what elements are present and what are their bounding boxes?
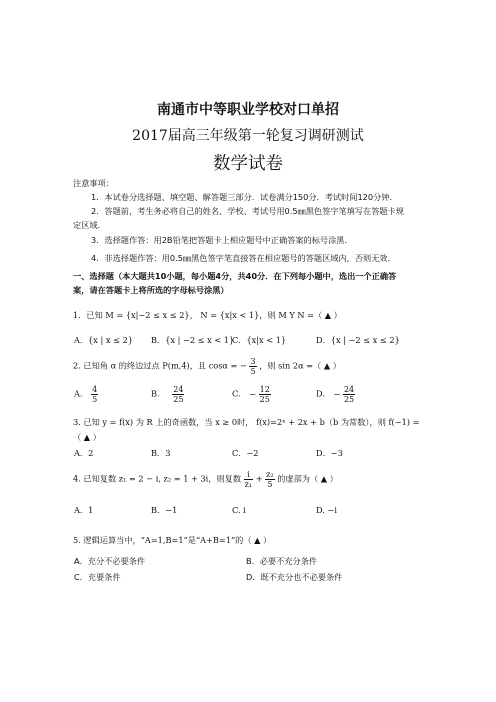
school-title: 南通市中等职业学校对口单招	[157, 102, 339, 118]
q3-stem-cont: （ ▲ ）	[73, 432, 101, 442]
q2-option-d	[316, 385, 355, 404]
q2-frac-num: 3	[250, 357, 256, 366]
q5-stem: 5. 逻辑运算当中，“A=1,B=1”是“A+B=1”的（ ▲ ）	[73, 535, 272, 545]
q2-option-d-frac	[343, 385, 355, 404]
paper-title: 数学试卷	[213, 154, 283, 174]
q4-frac-2-num: z₂	[266, 470, 274, 479]
q2-option-c-label: C.	[232, 388, 241, 399]
q4-stem-b: 的虚部为（ ▲ ）	[277, 473, 338, 484]
q2-option-b-den: 25	[173, 395, 184, 404]
q2-stem	[73, 357, 341, 376]
q2-option-c-sign: −	[249, 388, 257, 399]
notes-title: 注意事项：	[73, 178, 114, 188]
note-item-1: 1．本试卷分选择题、填空题、解答题三部分．试卷满分150分．考试时间120分钟．	[91, 192, 398, 202]
q2-option-a	[74, 385, 98, 404]
q3-option-c: C．−2	[232, 448, 259, 458]
q4-option-d: D. −i	[316, 505, 337, 515]
q4-frac-1-num: i	[244, 470, 253, 480]
q4-option-b: B．−1	[151, 505, 178, 515]
q4-frac-1-den: z₁	[244, 480, 253, 489]
q1-option-b: B．{x | −2 ≤ x < 1}	[151, 335, 235, 345]
q1-stem: 1．已知 M = {x|−2 ≤ x ≤ 2}， N = {x|x < 1}，则 M Y N =（ ▲ ）	[73, 310, 342, 320]
q4-stem-a: 4. 已知复数 z₁ = 2 − i, z₂ = 1 + 3i，则复数	[73, 473, 242, 484]
q2-frac-den: 5	[250, 367, 256, 376]
q2-stem-a: 2. 已知角 α 的终边过点 P(m,4)，且 cosα = −	[73, 360, 247, 371]
q2-option-c-num: 12	[259, 385, 270, 394]
q2-option-a-frac	[91, 385, 98, 404]
q2-option-a-den: 5	[92, 395, 98, 404]
q3-option-b: B．3	[151, 448, 171, 458]
q2-option-d-sign: −	[333, 388, 341, 399]
q4-stem	[73, 470, 338, 489]
q4-frac-1	[244, 470, 253, 489]
q2-stem-b: ，则 sin 2α =（ ▲ ）	[259, 360, 341, 371]
q2-option-c	[232, 385, 271, 404]
q4-plus: +	[255, 473, 263, 484]
q2-fraction	[249, 357, 256, 376]
q3-stem: 3. 已知 y = f(x) 为 R 上的奇函数，当 x ≥ 0时， f(x)=2ˣ + 2x + b（b 为常数），则 f(−1) =	[73, 417, 420, 427]
note-item-4: 4．非选择题作答：用0.5㎜黑色签字笔直接答在相应题号的答题区域内，否则无效．	[91, 253, 396, 263]
q5-option-c: C．充要条件	[74, 572, 121, 582]
q2-option-b	[151, 385, 184, 404]
q2-option-d-num: 24	[343, 385, 355, 394]
note-item-3: 3．选择题作答：用2B铅笔把答题卡上相应题号中正确答案的标号涂黑．	[91, 235, 353, 245]
note-item-2: 2．答题前，考生务必将自己的姓名、学校、考试号用0.5㎜黑色签字笔填写在答题卡规	[91, 206, 404, 216]
q5-option-b: B．必要不充分条件	[246, 556, 318, 566]
q2-option-b-num: 24	[173, 385, 184, 394]
note-item-2-cont: 定区域．	[73, 220, 106, 230]
q2-option-a-num: 4	[92, 385, 98, 394]
q4-option-a: A．1	[74, 505, 94, 515]
section1-heading: 一、选择题（本大题共10小题，每小题4分，共40分．在下列每小题中，选出一个正确答	[73, 271, 397, 281]
q3-option-d: D．−3	[316, 448, 343, 458]
q2-option-c-frac	[259, 385, 271, 404]
q5-option-a: A．充分不必要条件	[74, 556, 146, 566]
q1-option-a: A．{x | x ≤ 2}	[74, 335, 133, 345]
q3-option-a: A．2	[74, 448, 94, 458]
q1-option-c: C．{x|x < 1}	[232, 335, 287, 345]
q2-option-d-label: D.	[316, 388, 325, 399]
q4-option-c: C. i	[232, 505, 246, 515]
q4-frac-2-den: 5	[267, 480, 273, 489]
q2-option-d-den: 25	[343, 395, 355, 404]
q4-frac-2	[265, 470, 274, 489]
exam-subtitle: 2017届高三年级第一轮复习调研测试	[132, 128, 364, 144]
q5-option-d: D．既不充分也不必要条件	[246, 572, 343, 582]
q2-option-b-label: B.	[151, 388, 160, 399]
q2-option-a-label: A.	[74, 388, 83, 399]
q2-option-b-frac	[172, 385, 184, 404]
q2-option-c-den: 25	[259, 395, 270, 404]
section1-heading-cont: 案，请在答题卡上将所选的字母标号涂黑）	[73, 285, 229, 295]
q1-option-d: D．{x | −2 ≤ x ≤ 2}	[316, 335, 400, 345]
